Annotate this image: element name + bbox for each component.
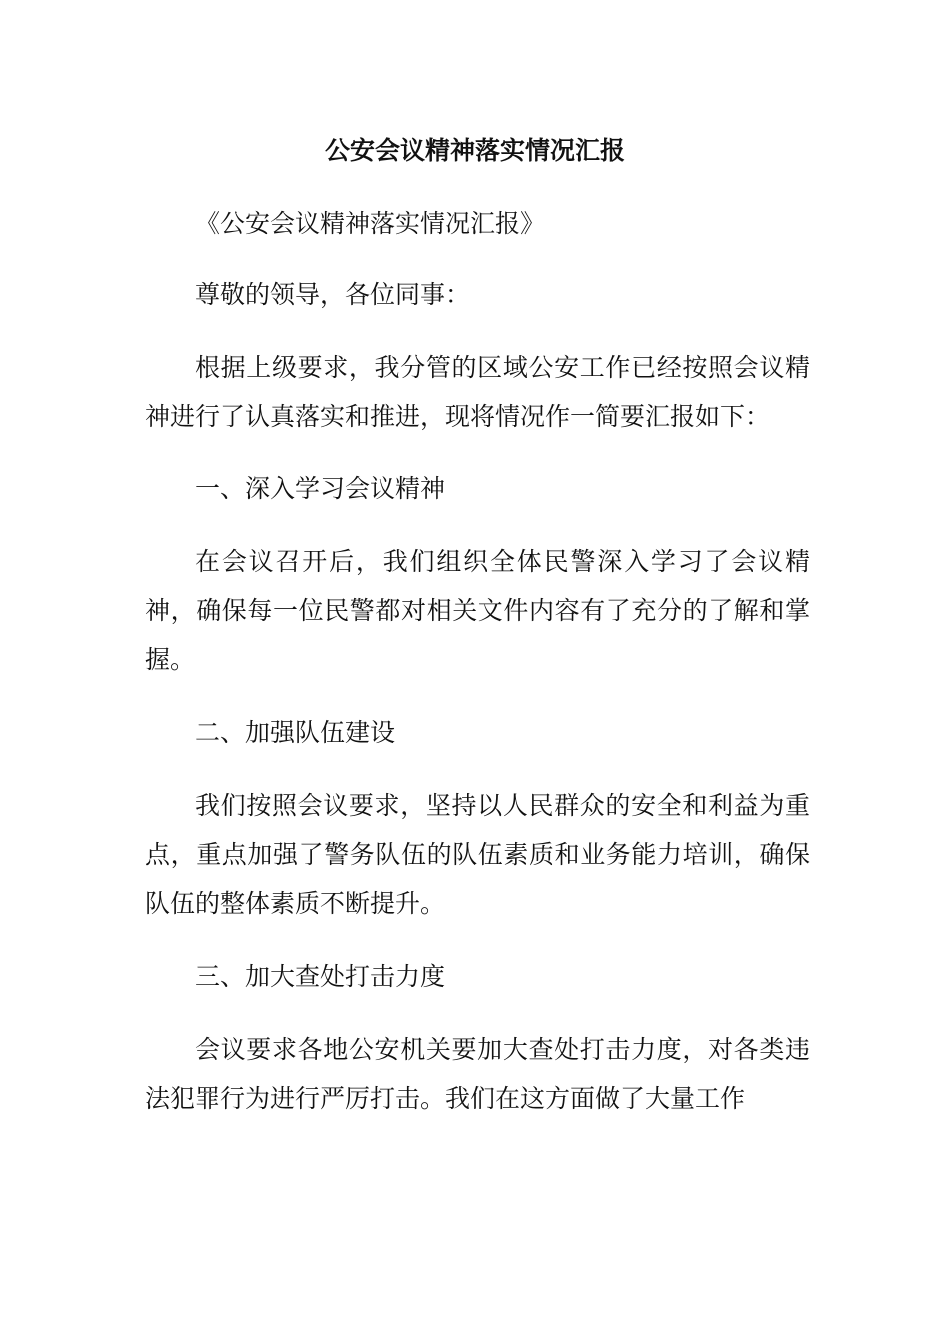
section-heading-1: 一、深入学习会议精神: [195, 474, 446, 503]
section-body-2: 我们按照会议要求，坚持以人民群众的安全和利益为重点，重点加强了警务队伍的队伍素质和业务能力培训，确保队伍的整体素质不断提升。: [145, 791, 810, 918]
section-body-3: 会议要求各地公安机关要加大查处打击力度，对各类违法犯罪行为进行严厉打击。我们在这方面做了大量工作: [145, 1035, 810, 1113]
section-heading-2: 二、加强队伍建设: [195, 718, 396, 747]
greeting: 尊敬的领导，各位同事：: [195, 280, 471, 309]
document-title: 公安会议精神落实情况汇报: [324, 136, 625, 165]
document-subtitle: 《公安会议精神落实情况汇报》: [195, 209, 546, 238]
intro-paragraph: 根据上级要求，我分管的区域公安工作已经按照会议精神进行了认真落实和推进，现将情况作一简要汇报如下：: [145, 353, 810, 431]
section-heading-3: 三、加大查处打击力度: [195, 962, 446, 991]
section-body-1: 在会议召开后，我们组织全体民警深入学习了会议精神，确保每一位民警都对相关文件内容有了充分的了解和掌握。: [145, 547, 810, 674]
